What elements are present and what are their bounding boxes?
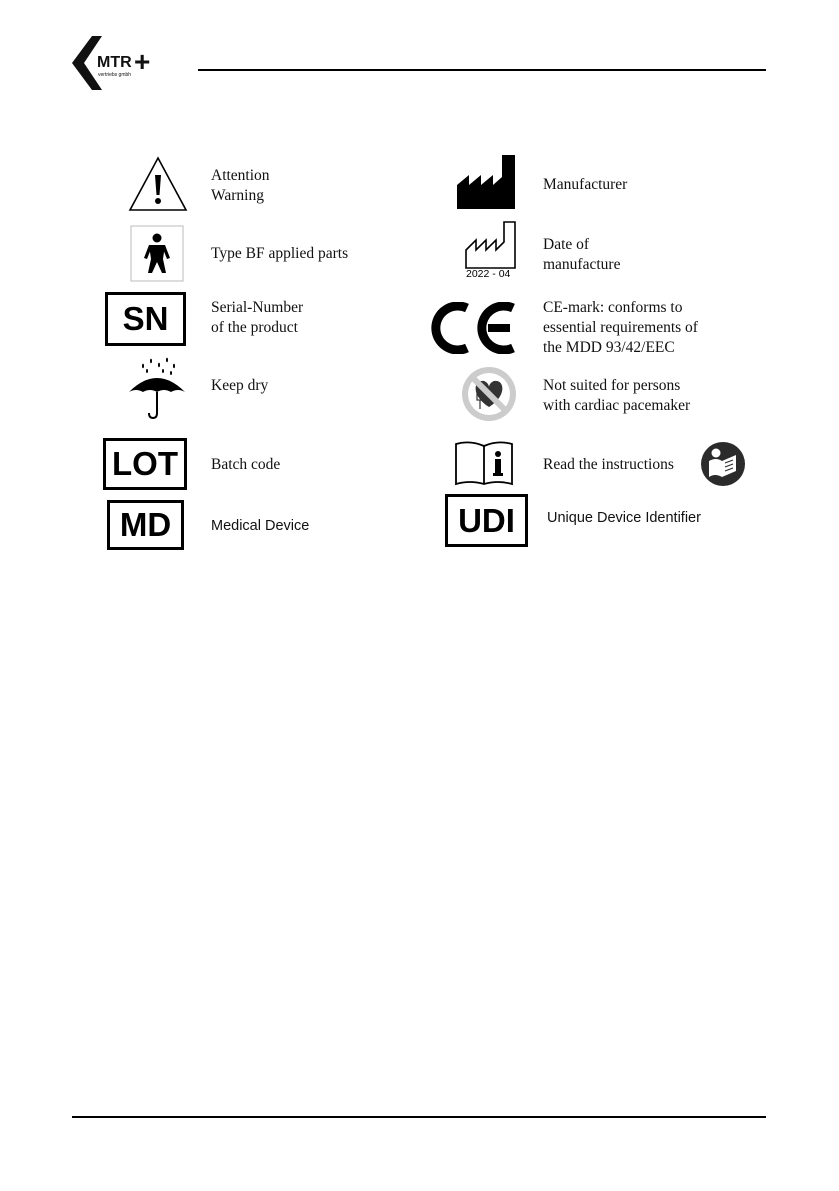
factory-icon	[455, 155, 517, 211]
no-pacemaker-icon	[460, 365, 518, 423]
footer-rule	[72, 1116, 766, 1118]
udi-symbol: UDI	[445, 494, 528, 547]
medical-device-symbol: MD	[107, 500, 184, 550]
batch-code-symbol: LOT	[103, 438, 187, 490]
manufacturer-label: Manufacturer	[543, 176, 628, 193]
manufacture-date: 2022 - 04	[466, 268, 511, 280]
logo-brand: MTR	[97, 54, 132, 71]
factory-outline-icon	[464, 220, 518, 270]
instructions-label: Read the instructions	[543, 456, 674, 473]
keep-dry-label: Keep dry	[211, 377, 269, 394]
warning-triangle-icon	[127, 155, 189, 213]
mtr-logo	[70, 36, 160, 90]
umbrella-icon	[126, 356, 188, 420]
date-of-manufacture-label: Date of manufacture	[543, 236, 621, 273]
header-rule	[198, 69, 766, 71]
logo-plus: +	[134, 46, 151, 77]
medical-device-label: Medical Device	[211, 518, 310, 534]
logo-tagline: vertriebs gmbh	[98, 72, 132, 78]
read-manual-person-icon	[700, 441, 746, 487]
pacemaker-label: Not suited for persons with cardiac pacemaker	[543, 377, 691, 414]
serial-number-label: Serial-Number of the product	[211, 299, 304, 336]
ce-mark-label: CE-mark: conforms to essential requirements of the MDD 93/42/EEC	[543, 299, 698, 356]
serial-number-symbol: SN	[105, 292, 186, 346]
batch-code-label: Batch code	[211, 456, 281, 473]
person-icon	[130, 225, 184, 282]
udi-label: Unique Device Identifier	[547, 510, 701, 526]
type-bf-label: Type BF applied parts	[211, 245, 349, 262]
ce-mark-icon	[430, 302, 518, 354]
attention-label: Attention Warning	[211, 167, 270, 204]
open-book-info-icon	[453, 440, 515, 486]
